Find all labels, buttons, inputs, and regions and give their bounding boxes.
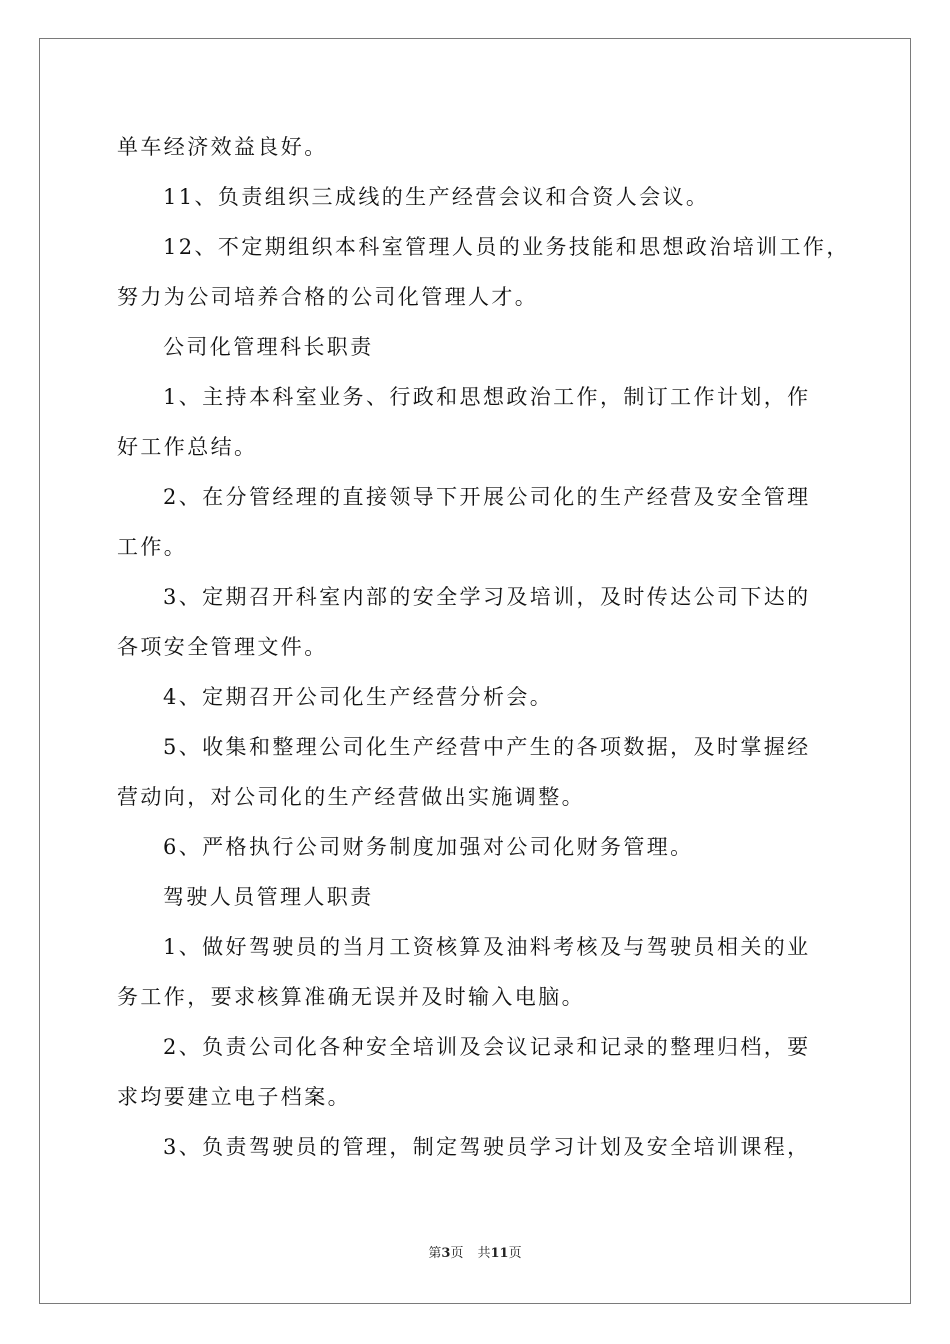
current-page-number: 3 <box>441 1246 451 1261</box>
total-page-count: 11 <box>490 1246 509 1261</box>
page-footer <box>0 1244 950 1264</box>
text-line: 12、不定期组织本科室管理人员的业务技能和思想政治培训工作， <box>163 235 850 259</box>
page-indicator <box>428 1244 463 1264</box>
total-pages-indicator <box>477 1244 521 1264</box>
text-line: 5、收集和整理公司化生产经营中产生的各项数据，及时掌握经 <box>163 735 811 759</box>
document-body <box>117 122 850 1172</box>
text-line: 务工作，要求核算准确无误并及时输入电脑。 <box>117 985 585 1009</box>
text-line: 11、负责组织三成线的生产经营会议和合资人会议。 <box>163 185 710 209</box>
text-line: 6、严格执行公司财务制度加强对公司化财务管理。 <box>163 835 694 859</box>
text-line: 4、定期召开公司化生产经营分析会。 <box>163 685 554 709</box>
text-line: 3、负责驾驶员的管理，制定驾驶员学习计划及安全培训课程， <box>163 1135 811 1159</box>
text-line: 努力为公司培养合格的公司化管理人才。 <box>117 285 539 309</box>
text-line: 1、做好驾驶员的当月工资核算及油料考核及与驾驶员相关的业 <box>163 935 811 959</box>
text-line: 好工作总结。 <box>117 435 258 459</box>
text-line: 各项安全管理文件。 <box>117 635 328 659</box>
text-line: 公司化管理科长职责 <box>163 335 374 359</box>
page-prefix: 第 <box>428 1246 442 1261</box>
text-line: 工作。 <box>117 535 188 559</box>
text-line: 3、定期召开科室内部的安全学习及培训，及时传达公司下达的 <box>163 585 811 609</box>
text-line: 求均要建立电子档案。 <box>117 1085 351 1109</box>
text-line: 单车经济效益良好。 <box>117 135 328 159</box>
page-suffix: 页 <box>450 1246 464 1261</box>
text-line: 1、主持本科室业务、行政和思想政治工作，制订工作计划，作 <box>163 385 811 409</box>
total-prefix: 共 <box>477 1246 491 1261</box>
text-line: 营动向，对公司化的生产经营做出实施调整。 <box>117 785 585 809</box>
text-line: 2、在分管经理的直接领导下开展公司化的生产经营及安全管理 <box>163 485 811 509</box>
text-line: 驾驶人员管理人职责 <box>163 885 374 909</box>
total-suffix: 页 <box>508 1246 522 1261</box>
text-line: 2、负责公司化各种安全培训及会议记录和记录的整理归档，要 <box>163 1035 811 1059</box>
